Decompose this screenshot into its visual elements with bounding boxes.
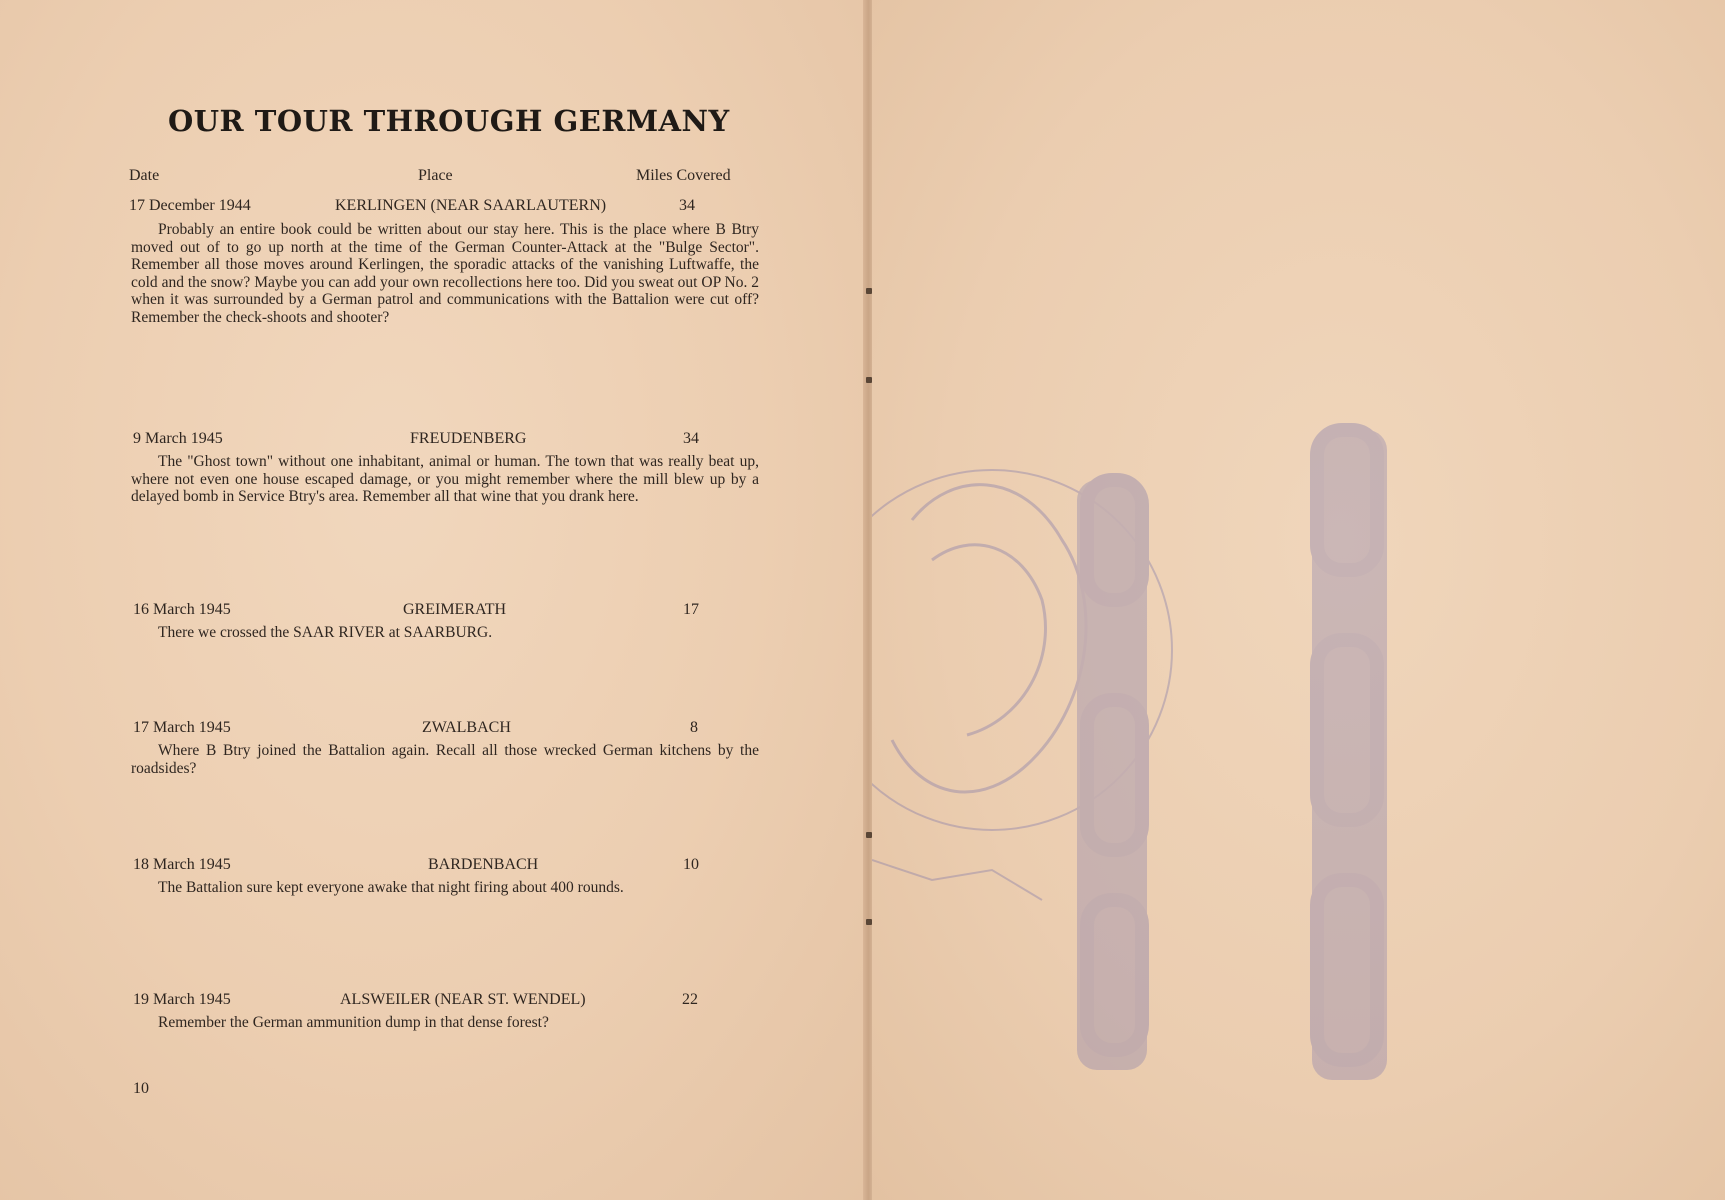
entry-date: 16 March 1945 [133,601,231,618]
page-title: OUR TOUR THROUGH GERMANY [168,104,730,138]
column-header-miles: Miles Covered [636,167,731,184]
page-number: 10 [133,1080,149,1097]
entry-miles: 22 [682,991,698,1008]
entry-place: ZWALBACH [422,719,511,736]
entry-date: 17 December 1944 [129,197,251,214]
entry-description: There we crossed the SAAR RIVER at SAARBURG. [158,624,493,641]
entry-miles: 34 [679,197,695,214]
entry-description: Where B Btry joined the Battalion again. Recall all those wrecked German kitchens by the roadsides? [131,742,759,777]
column-header-place: Place [418,167,453,184]
entry-date: 17 March 1945 [133,719,231,736]
entry-miles: 34 [683,430,699,447]
entry-miles: 17 [683,601,699,618]
column-header-date: Date [129,167,160,184]
bleed-through-image [872,0,1725,1200]
entry-date: 18 March 1945 [133,856,231,873]
entry-place: BARDENBACH [428,856,539,873]
entry-miles: 10 [683,856,699,873]
entry-date: 9 March 1945 [133,430,223,447]
entry-description: Probably an entire book could be written about our stay here. This is the place where B Btry moved out of to go up north at the time of the German Counter-Attack at the "Bulge Sector". Remember all those moves around Kerlingen, the sporadic attacks of the vanishing Luftwaffe, the cold and the snow? Maybe you can add your own recollections here too. Did you sweat out OP No. 2 when it was surrounded by a German patrol and communications with the Battalion were cut off? Remember the check-shoots and shooter? [131,221,759,326]
entry-description: The Battalion sure kept everyone awake that night firing about 400 rounds. [158,879,624,896]
entry-place: GREIMERATH [403,601,507,618]
entry-place: FREUDENBERG [410,430,527,447]
entry-description: The "Ghost town" without one inhabitant, animal or human. The town that was really beat up, where not even one house escaped damage, or you might remember where the mill blew up by a delayed bomb in Service Btry's area. Remember all that wine that you drank here. [131,453,759,505]
entry-place: ALSWEILER (NEAR ST. WENDEL) [340,991,586,1008]
entry-miles: 8 [690,719,698,736]
entry-date: 19 March 1945 [133,991,231,1008]
entry-place: KERLINGEN (NEAR SAARLAUTERN) [335,197,607,214]
entry-description: Remember the German ammunition dump in that dense forest? [158,1014,549,1031]
